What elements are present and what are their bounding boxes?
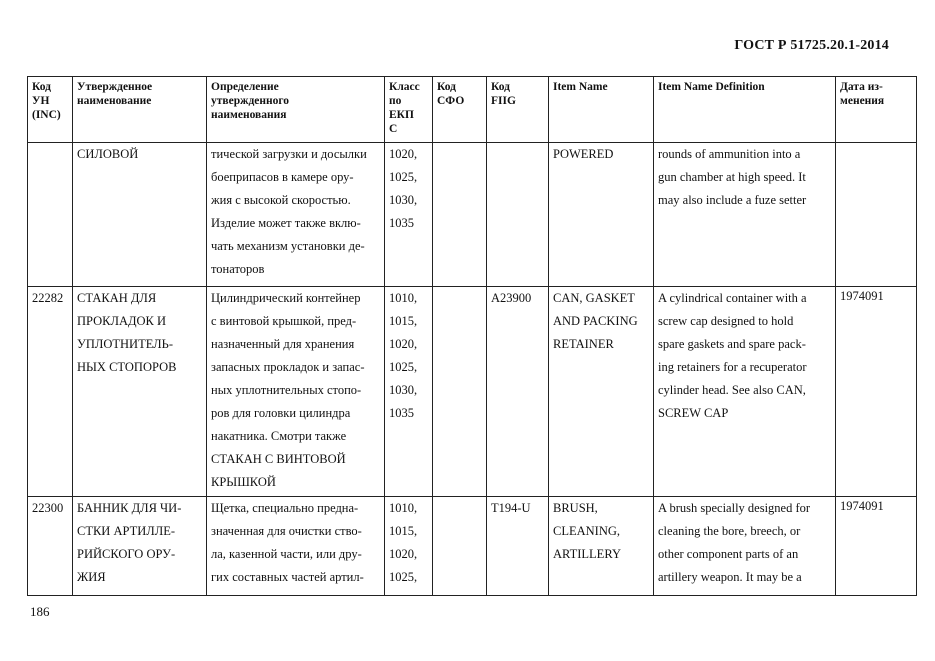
col-header-definition-ru: Определение утвержденного наименования xyxy=(207,77,385,143)
page-number: 186 xyxy=(30,604,50,619)
cell-inc xyxy=(28,143,73,287)
cell-class: 1010, 1015, 1020, 1025, 1030, 1035 xyxy=(385,287,433,497)
cell-item-name: CAN, GASKET AND PACKING RETAINER xyxy=(549,287,654,497)
cell-definition-ru: тической загрузки и досылки боеприпасов в камере ору- жия с высокой скоростью. Изделие может также вклю- чать механизм установки де- тонаторов xyxy=(207,143,385,287)
cell-date: 1974091 xyxy=(836,287,917,497)
cell-sfo xyxy=(433,287,487,497)
cell-inc: 22282 xyxy=(28,287,73,497)
cell-fiig: T194-U xyxy=(487,497,549,596)
cell-sfo xyxy=(433,143,487,287)
cell-definition-ru: Цилиндрический контейнер с винтовой крышкой, пред- назначенный для хранения запасных прокладок и запас- ных уплотнительных стопо- ров для головки цилиндра накатника. Смотри также СТАКАН С ВИНТОВОЙ КРЫШКОЙ xyxy=(207,287,385,497)
col-header-date: Дата из- менения xyxy=(836,77,917,143)
catalog-table xyxy=(27,76,917,596)
cell-item-name: BRUSH, CLEANING, ARTILLERY xyxy=(549,497,654,596)
cell-date xyxy=(836,143,917,287)
cell-sfo xyxy=(433,497,487,596)
cell-name-ru: СИЛОВОЙ xyxy=(73,143,207,287)
table-header-row xyxy=(28,77,917,143)
cell-definition-en: A brush specially designed for cleaning the bore, breech, or other component parts of an artillery weapon. It may be a xyxy=(654,497,836,596)
table-row xyxy=(28,287,917,497)
cell-name-ru: БАННИК ДЛЯ ЧИ- СТКИ АРТИЛЛЕ- РИЙСКОГО ОРУ- ЖИЯ xyxy=(73,497,207,596)
col-header-sfo: Код СФО xyxy=(433,77,487,143)
table-row xyxy=(28,497,917,596)
document-code: ГОСТ Р 51725.20.1-2014 xyxy=(734,38,889,53)
col-header-item-definition: Item Name Definition xyxy=(654,77,836,143)
col-header-class: Класс по ЕКП С xyxy=(385,77,433,143)
cell-fiig xyxy=(487,143,549,287)
cell-definition-en: rounds of ammunition into a gun chamber at high speed. It may also include a fuze setter xyxy=(654,143,836,287)
cell-name-ru: СТАКАН ДЛЯ ПРОКЛАДОК И УПЛОТНИТЕЛЬ- НЫХ СТОПОРОВ xyxy=(73,287,207,497)
cell-class: 1010, 1015, 1020, 1025, xyxy=(385,497,433,596)
cell-definition-en: A cylindrical container with a screw cap designed to hold spare gaskets and spare pack- ing retainers for a recuperator cylinder head. See also CAN, SCREW CAP xyxy=(654,287,836,497)
cell-class: 1020, 1025, 1030, 1035 xyxy=(385,143,433,287)
cell-date: 1974091 xyxy=(836,497,917,596)
col-header-fiig: Код FIIG xyxy=(487,77,549,143)
col-header-item-name: Item Name xyxy=(549,77,654,143)
col-header-name-ru: Утвержденное наименование xyxy=(73,77,207,143)
cell-fiig: A23900 xyxy=(487,287,549,497)
table-row xyxy=(28,143,917,287)
cell-inc: 22300 xyxy=(28,497,73,596)
cell-definition-ru: Щетка, специально предна- значенная для очистки ство- ла, казенной части, или дру- гих составных частей артил- xyxy=(207,497,385,596)
col-header-inc: Код УН (INC) xyxy=(28,77,73,143)
cell-item-name: POWERED xyxy=(549,143,654,287)
